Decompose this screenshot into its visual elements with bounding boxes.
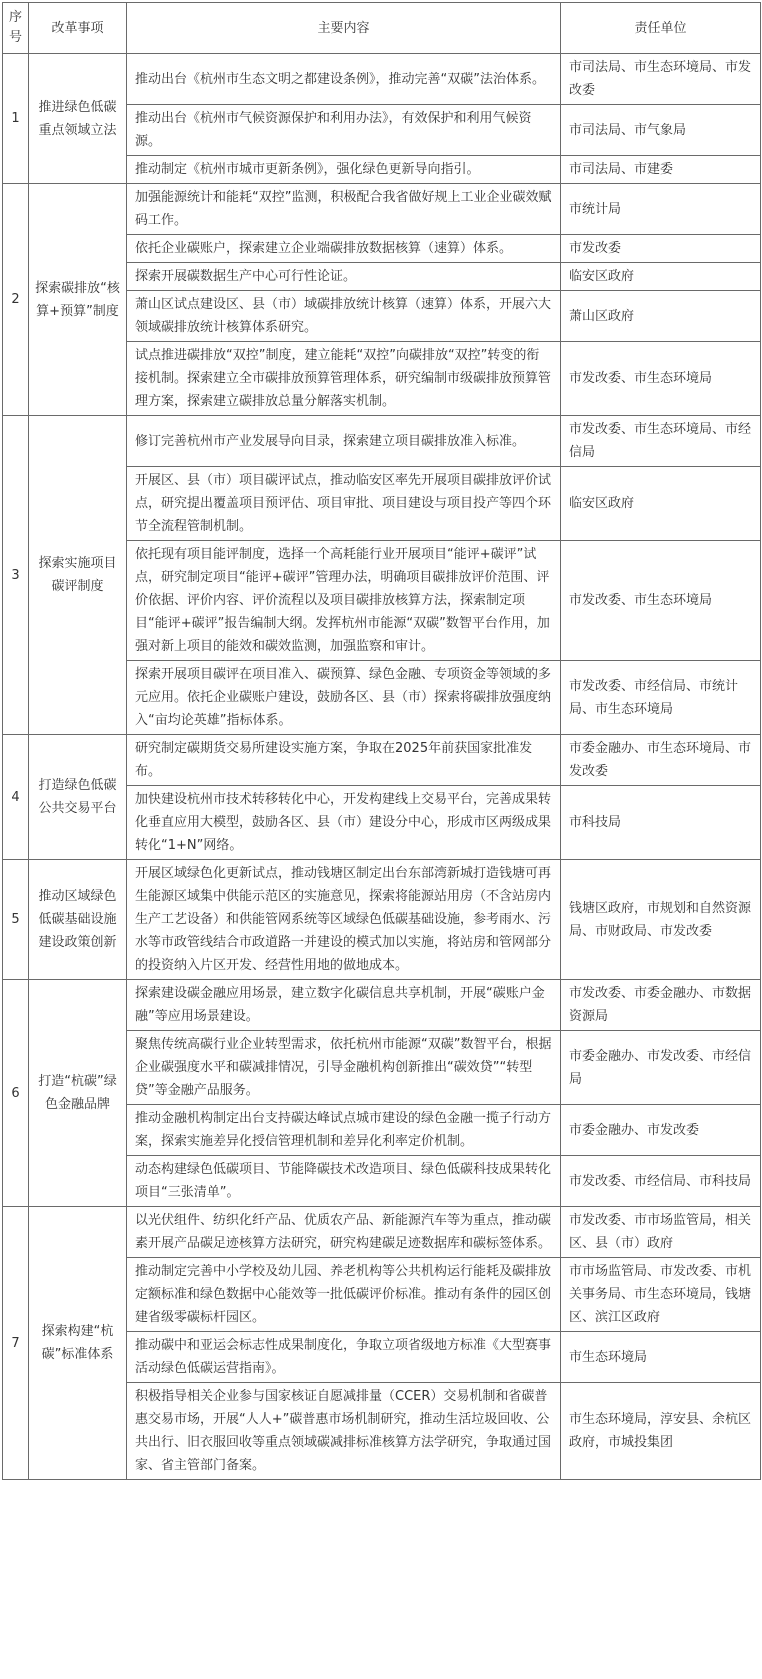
main-content: 修订完善杭州市产业发展导向目录，探索建立项目碳排放准入标准。 — [127, 416, 561, 467]
responsible-unit: 市发改委 — [561, 235, 761, 263]
responsible-unit: 市统计局 — [561, 184, 761, 235]
header-unit: 责任单位 — [561, 3, 761, 54]
responsible-unit: 市生态环境局，淳安县、余杭区政府，市城投集团 — [561, 1383, 761, 1480]
responsible-unit: 市委金融办、市发改委 — [561, 1105, 761, 1156]
main-content: 推动出台《杭州市生态文明之都建设条例》，推动完善“双碳”法治体系。 — [127, 54, 561, 105]
row-number: 3 — [3, 416, 29, 735]
main-content: 以光伏组件、纺织化纤产品、优质农产品、新能源汽车等为重点，推动碳素开展产品碳足迹核算方法研究，研究构建碳足迹数据库和碳标签体系。 — [127, 1207, 561, 1258]
main-content: 聚焦传统高碳行业企业转型需求，依托杭州市能源“双碳”数智平台，根据企业碳强度水平和碳减排情况，引导金融机构创新推出“碳效贷”“转型贷”等金融产品服务。 — [127, 1031, 561, 1105]
responsible-unit: 市生态环境局 — [561, 1332, 761, 1383]
row-number: 5 — [3, 860, 29, 980]
header-content: 主要内容 — [127, 3, 561, 54]
main-content: 探索建设碳金融应用场景，建立数字化碳信息共享机制，开展“碳账户金融”等应用场景建设。 — [127, 980, 561, 1031]
row-number: 6 — [3, 980, 29, 1207]
responsible-unit: 市司法局、市建委 — [561, 156, 761, 184]
main-content: 探索开展碳数据生产中心可行性论证。 — [127, 263, 561, 291]
main-content: 依托现有项目能评制度，选择一个高耗能行业开展项目“能评+碳评”试点，研究制定项目“能评+碳评”管理办法，明确项目碳排放评价范围、评价依据、评价内容、评价流程以及项目碳排放核算方法，探索制定项目“能评+碳评”报告编制大纲。发挥杭州市能源“双碳”数智平台作用，加强对新上项目的能效和碳效监测，加强监察和审计。 — [127, 541, 561, 661]
row-number: 2 — [3, 184, 29, 416]
main-content: 加快建设杭州市技术转移转化中心，开发构建线上交易平台，完善成果转化垂直应用大模型，鼓励各区、县（市）建设分中心，形成市区两级成果转化“1+N”网络。 — [127, 786, 561, 860]
table-row — [3, 184, 761, 235]
reform-table — [2, 2, 761, 1480]
reform-item: 推进绿色低碳重点领域立法 — [29, 54, 127, 184]
header-item: 改革事项 — [29, 3, 127, 54]
responsible-unit: 钱塘区政府，市规划和自然资源局、市财政局、市发改委 — [561, 860, 761, 980]
row-number: 4 — [3, 735, 29, 860]
reform-item: 打造“杭碳”绿色金融品牌 — [29, 980, 127, 1207]
reform-item: 探索构建“杭碳”标准体系 — [29, 1207, 127, 1480]
table-row — [3, 54, 761, 105]
responsible-unit: 萧山区政府 — [561, 291, 761, 342]
responsible-unit: 市司法局、市生态环境局、市发改委 — [561, 54, 761, 105]
responsible-unit: 市发改委、市经信局、市科技局 — [561, 1156, 761, 1207]
main-content: 推动金融机构制定出台支持碳达峰试点城市建设的绿色金融一揽子行动方案，探索实施差异化授信管理机制和差异化利率定价机制。 — [127, 1105, 561, 1156]
main-content: 探索开展项目碳评在项目准入、碳预算、绿色金融、专项资金等领域的多元应用。依托企业碳账户建设，鼓励各区、县（市）探索将碳排放强度纳入“亩均论英雄”指标体系。 — [127, 661, 561, 735]
table-row — [3, 1207, 761, 1258]
responsible-unit: 市发改委、市委金融办、市数据资源局 — [561, 980, 761, 1031]
responsible-unit: 市发改委、市市场监管局，相关区、县（市）政府 — [561, 1207, 761, 1258]
responsible-unit: 市科技局 — [561, 786, 761, 860]
table-row — [3, 980, 761, 1031]
reform-item: 探索碳排放“核算+预算”制度 — [29, 184, 127, 416]
table-row — [3, 860, 761, 980]
table-row — [3, 416, 761, 467]
main-content: 推动制定完善中小学校及幼儿园、养老机构等公共机构运行能耗及碳排放定额标准和绿色数据中心能效等一批低碳评价标准。推动有条件的园区创建省级零碳标杆园区。 — [127, 1258, 561, 1332]
main-content: 萧山区试点建设区、县（市）域碳排放统计核算（速算）体系，开展六大领域碳排放统计核算体系研究。 — [127, 291, 561, 342]
reform-item: 探索实施项目碳评制度 — [29, 416, 127, 735]
main-content: 推动碳中和亚运会标志性成果制度化，争取立项省级地方标准《大型赛事活动绿色低碳运营指南》。 — [127, 1332, 561, 1383]
main-content: 研究制定碳期货交易所建设实施方案，争取在2025年前获国家批准发布。 — [127, 735, 561, 786]
main-content: 推动出台《杭州市气候资源保护和利用办法》，有效保护和利用气候资源。 — [127, 105, 561, 156]
reform-item: 打造绿色低碳公共交易平台 — [29, 735, 127, 860]
row-number: 1 — [3, 54, 29, 184]
main-content: 加强能源统计和能耗“双控”监测，积极配合我省做好规上工业企业碳效赋码工作。 — [127, 184, 561, 235]
main-content: 动态构建绿色低碳项目、节能降碳技术改造项目、绿色低碳科技成果转化项目“三张清单”。 — [127, 1156, 561, 1207]
main-content: 试点推进碳排放“双控”制度，建立能耗“双控”向碳排放“双控”转变的衔接机制。探索建立全市碳排放预算管理体系，研究编制市级碳排放预算管理方案，探索建立碳排放总量分解落实机制。 — [127, 342, 561, 416]
responsible-unit: 市发改委、市经信局、市统计局、市生态环境局 — [561, 661, 761, 735]
responsible-unit: 市委金融办、市生态环境局、市发改委 — [561, 735, 761, 786]
responsible-unit: 市市场监管局、市发改委、市机关事务局、市生态环境局，钱塘区、滨江区政府 — [561, 1258, 761, 1332]
table-row — [3, 735, 761, 786]
responsible-unit: 市司法局、市气象局 — [561, 105, 761, 156]
main-content: 开展区域绿色化更新试点，推动钱塘区制定出台东部湾新城打造钱塘可再生能源区域集中供能示范区的实施意见，探索将能源站用房（不含站房内生产工艺设备）和供能管网系统等区域绿色低碳基础设施，参考雨水、污水等市政管线结合市政道路一并建设的模式加以实施，将站房和管网部分的投资纳入片区开发、经营性用地的做地成本。 — [127, 860, 561, 980]
row-number: 7 — [3, 1207, 29, 1480]
header-row — [3, 3, 761, 54]
main-content: 积极指导相关企业参与国家核证自愿减排量（CCER）交易机制和省碳普惠交易市场，开展“人人+”碳普惠市场机制研究，推动生活垃圾回收、公共出行、旧衣服回收等重点领域碳减排标准核算方法学研究，争取通过国家、省主管部门备案。 — [127, 1383, 561, 1480]
responsible-unit: 市发改委、市生态环境局、市经信局 — [561, 416, 761, 467]
main-content: 推动制定《杭州市城市更新条例》，强化绿色更新导向指引。 — [127, 156, 561, 184]
responsible-unit: 市发改委、市生态环境局 — [561, 342, 761, 416]
responsible-unit: 临安区政府 — [561, 263, 761, 291]
main-content: 依托企业碳账户，探索建立企业端碳排放数据核算（速算）体系。 — [127, 235, 561, 263]
reform-item: 推动区域绿色低碳基础设施建设政策创新 — [29, 860, 127, 980]
main-content: 开展区、县（市）项目碳评试点，推动临安区率先开展项目碳排放评价试点，研究提出覆盖项目预评估、项目审批、项目建设与项目投产等四个环节全流程管制机制。 — [127, 467, 561, 541]
responsible-unit: 临安区政府 — [561, 467, 761, 541]
responsible-unit: 市委金融办、市发改委、市经信局 — [561, 1031, 761, 1105]
header-no: 序号 — [3, 3, 29, 54]
responsible-unit: 市发改委、市生态环境局 — [561, 541, 761, 661]
